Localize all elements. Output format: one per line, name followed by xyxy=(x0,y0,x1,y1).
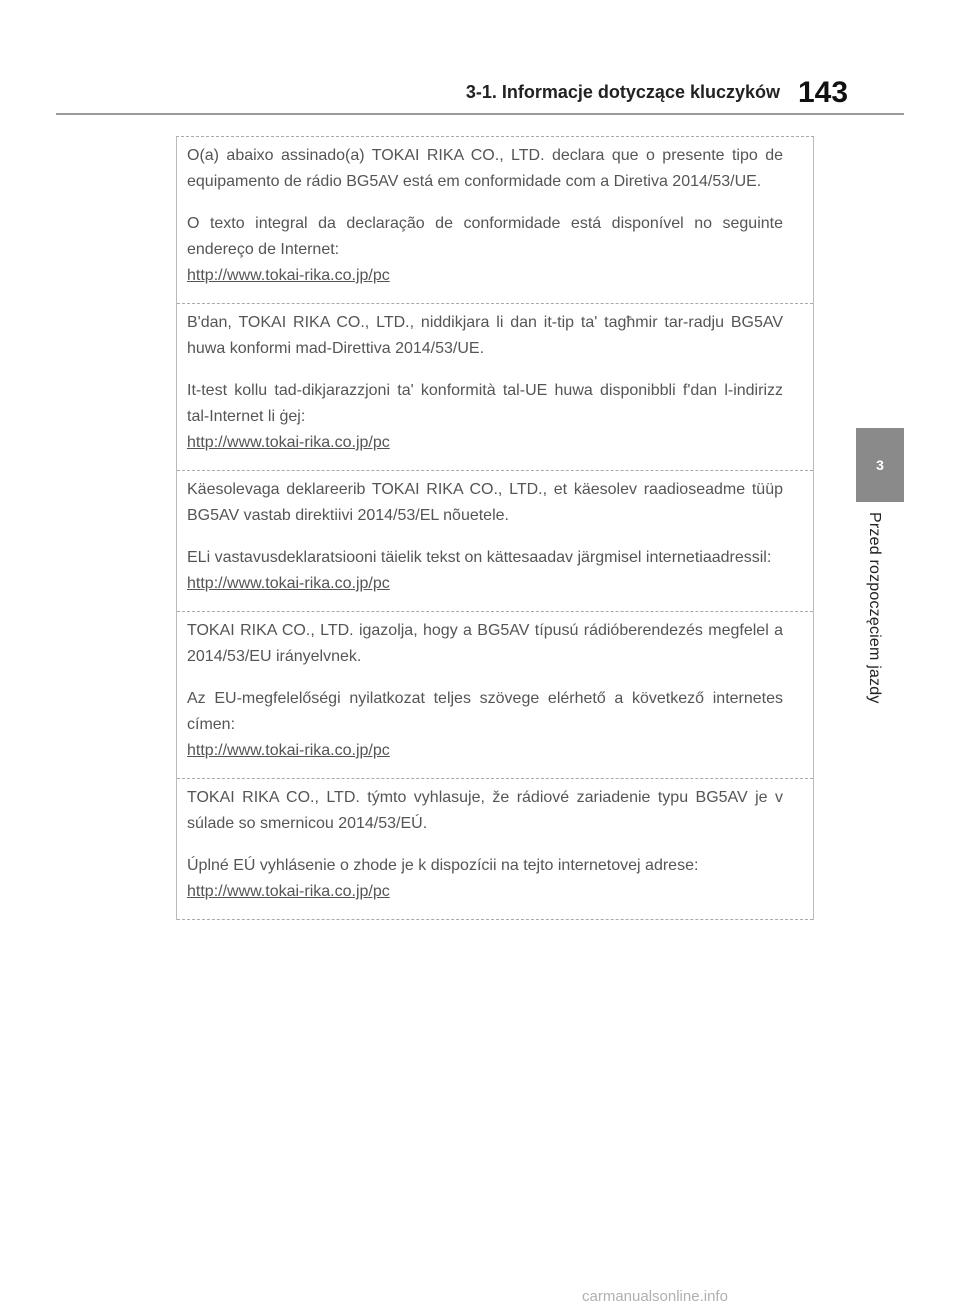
declaration-et xyxy=(177,471,813,612)
declaration-availability: It-test kollu tad-dikjarazzjoni ta' konformità tal-UE huwa disponibbli f'dan l-indirizz tal-Internet li ġej: xyxy=(187,382,783,425)
chapter-label: Przed rozpoczęciem jazdy xyxy=(866,512,883,704)
declaration-text: TOKAI RIKA CO., LTD. igazolja, hogy a BG5AV típusú rádióberendezés megfelel a 2014/53/EU irányelvnek. xyxy=(187,622,783,665)
declaration-availability: O texto integral da declaração de conformidade está disponível no seguinte endereço de Internet: xyxy=(187,215,783,258)
declaration-text: TOKAI RIKA CO., LTD. týmto vyhlasuje, že rádiové zariadenie typu BG5AV je v súlade so smernicou 2014/53/EÚ. xyxy=(187,789,783,832)
declaration-link[interactable]: http://www.tokai-rika.co.jp/pc xyxy=(187,883,390,900)
declaration-sk xyxy=(177,779,813,920)
declaration-text: O(a) abaixo assinado(a) TOKAI RIKA CO., LTD. declara que o presente tipo de equipamento de rádio BG5AV está em conformidade com a Diretiva 2014/53/UE. xyxy=(187,147,783,190)
declaration-hu xyxy=(177,612,813,779)
declaration-link[interactable]: http://www.tokai-rika.co.jp/pc xyxy=(187,267,390,284)
chapter-number: 3 xyxy=(876,457,884,473)
declaration-availability: Úplné EÚ vyhlásenie o zhode je k dispozícii na tejto internetovej adrese: xyxy=(187,857,699,874)
declaration-availability: ELi vastavusdeklaratsiooni täielik tekst on kättesaadav järgmisel internetiaadressil: xyxy=(187,549,772,566)
chapter-tab[interactable] xyxy=(856,428,904,502)
section-title: 3-1. Informacje dotyczące kluczyków xyxy=(465,82,780,102)
declaration-link[interactable]: http://www.tokai-rika.co.jp/pc xyxy=(187,742,390,759)
declaration-pt xyxy=(177,137,813,304)
watermark: carmanualsonline.info xyxy=(582,1288,728,1305)
declaration-text: B'dan, TOKAI RIKA CO., LTD., niddikjara li dan it-tip ta' tagħmir tar-radju BG5AV huwa konformi mad-Direttiva 2014/53/UE. xyxy=(187,314,783,357)
declaration-link[interactable]: http://www.tokai-rika.co.jp/pc xyxy=(187,434,390,451)
declaration-text: Käesolevaga deklareerib TOKAI RIKA CO., LTD., et käesolev raadioseadme tüüp BG5AV vastab direktiivi 2014/53/EL nõuetele. xyxy=(187,481,783,524)
page-number: 143 xyxy=(798,76,849,109)
declaration-availability: Az EU-megfelelőségi nyilatkozat teljes szövege elérhető a következő internetes címen: xyxy=(187,690,783,733)
declaration-mt xyxy=(177,304,813,471)
header-divider xyxy=(56,113,904,115)
declaration-link[interactable]: http://www.tokai-rika.co.jp/pc xyxy=(187,575,390,592)
declarations-table xyxy=(176,136,814,920)
